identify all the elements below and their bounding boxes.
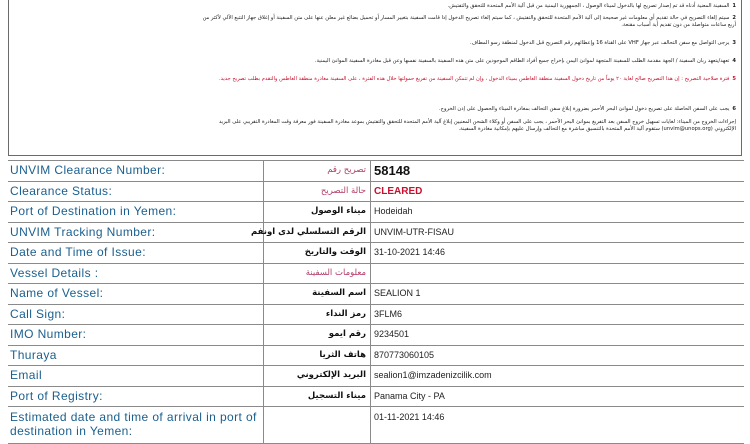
note-number: 5 xyxy=(732,76,736,82)
field-label-en: IMO Number: xyxy=(10,327,87,341)
field-label-ar: اسم السفينة xyxy=(263,284,370,304)
field-label-ar: تصريح رقم xyxy=(263,161,370,181)
table-row xyxy=(8,305,744,326)
field-label-ar: البريد الإلكتروني xyxy=(263,366,370,386)
note-text: فترة صلاحية التصريح : إن هذا التصريح صالح لغاية ٢٠ يوماً من تاريخ دخول السفينة منطقة الغاطس بميناء الدخول ، وإن لم تتمكن السفينة من تفريغ حمولتها خلال هذه الفترة ، على السفينة مغادرة منطقة الغاطس والتقدم بطلب تصريح جديد. xyxy=(218,76,730,82)
field-value: sealion1@imzadenizcilik.com xyxy=(370,366,744,386)
note-line xyxy=(6,126,736,133)
field-label-en: Date and Time of Issue: xyxy=(10,245,146,259)
field-label-ar: معلومات السفينة xyxy=(263,264,370,284)
table-row xyxy=(8,243,744,264)
table-row xyxy=(8,202,744,223)
field-label-en: Thuraya xyxy=(10,347,57,362)
clearance-details-table xyxy=(8,160,744,444)
field-label-ar xyxy=(263,407,370,443)
field-value xyxy=(370,264,744,284)
field-value: SEALION 1 xyxy=(370,284,744,304)
field-label-ar: الرقم التسلسلي لدى اونفم xyxy=(263,223,370,243)
field-value: 31-10-2021 14:46 xyxy=(370,243,744,263)
note-text: أربع ساعات متواصلة من دون تقديم أية أسباب مقنعة. xyxy=(621,22,736,28)
field-label-ar: رقم ايمو xyxy=(263,325,370,345)
table-row xyxy=(8,325,744,346)
field-value: 58148 xyxy=(370,161,744,181)
table-row xyxy=(8,284,744,305)
table-row xyxy=(8,223,744,244)
table-row xyxy=(8,346,744,367)
note-text: الإلكتروني (unvim@unops.org) ستقوم آلية الأمم المتحدة بالتنسيق مباشرة مع التحالف وإرسال عليهم بإمكانية مغادرة السفينة. xyxy=(458,126,736,132)
note-line xyxy=(6,106,736,113)
note-text: يرجى التواصل مع سفن التحالف عبر جهاز VHF على القناة 16 وإعطائهم رقم التصريح قبل الدخول لمنطقة رسو المطاف. xyxy=(470,40,730,46)
table-row xyxy=(8,407,744,444)
note-text: يجب على السفن الحاصلة على تصريح دخول لموانئ البحر الأحمر بضرورة إبلاغ سفن التحالف بمغادرة الميناء والحصول على إذن الخروج. xyxy=(439,106,730,112)
table-row xyxy=(8,387,744,408)
note-text: سيتم إلغاء التصريح في حالة تقديم أي معلومات غير صحيحة إلى آلية الأمم المتحدة للتحقق والتفتيش ، كما سيتم إلغاء تصريح الدخول إذا قامت السفينة بتغيير المسار أو تحميل بضائع غير معلن عنها على متن السفينة أو إغلاق جهاز التتبع الآلي لأكثر من xyxy=(202,15,730,21)
field-value: 870773060105 xyxy=(370,346,744,366)
note-number: 2 xyxy=(732,15,736,21)
field-value: Panama City - PA xyxy=(370,387,744,407)
field-label-ar: رمز النداء xyxy=(263,305,370,325)
note-text: إجراءات الخروج من الميناء: لغايات تسهيل خروج السفن بعد التفريغ بموانئ البحر الأحمر ، يجب على السفن أو وكلاء الشحن المعنيين إبلاغ آلية الأمم المتحدة للتحقق والتفتيش بموعد مغادرة السفينة فور معرفة وقت المغادرة التقريبي على البريد xyxy=(218,119,736,125)
field-label-en: Port of Registry: xyxy=(10,388,103,403)
field-label-en: Port of Destination in Yemen: xyxy=(10,204,177,218)
field-label-ar: هاتف الثريا xyxy=(263,346,370,366)
field-label-ar: الوقت والتاريخ xyxy=(263,243,370,263)
note-text: السفينة المعنية أدناه قد تم إصدار تصريح لها بالدخول لميناء الوصول ، الجمهورية اليمنية من قبل آلية الأمم المتحدة للتحقق والتفتيش. xyxy=(447,3,730,9)
conditions-notes xyxy=(0,0,750,155)
table-row xyxy=(8,182,744,203)
field-label-en: Clearance Status: xyxy=(10,183,113,198)
field-value: 01-11-2021 14:46 xyxy=(370,407,744,443)
note-line xyxy=(6,40,736,47)
note-line xyxy=(6,76,736,83)
field-label-en: Vessel Details : xyxy=(10,265,99,280)
note-line xyxy=(6,58,736,65)
field-label-en: Estimated date and time of arrival in port of destination in Yemen: xyxy=(10,410,257,438)
field-value: CLEARED xyxy=(370,182,744,202)
field-value: Hodeidah xyxy=(370,202,744,222)
note-number: 1 xyxy=(732,3,736,9)
field-value: 9234501 xyxy=(370,325,744,345)
field-label-en: Email xyxy=(10,368,43,382)
field-label-ar: حالة التصريح xyxy=(263,182,370,202)
note-text: تعهد/يتعهد ربان السفينة / الجهة مقدمة الطلب للسفينة المتجهة لموانئ اليمن بإخراج جميع أفراد الطاقم الموجودين على متن هذه السفينة بالسفينة نفسها وعن قبل مغادرة السفينة الموانئ اليمنية. xyxy=(314,58,730,64)
note-number: 3 xyxy=(732,40,736,46)
note-number: 4 xyxy=(732,58,736,64)
field-value: 3FLM6 xyxy=(370,305,744,325)
table-row xyxy=(8,264,744,285)
field-label-en: Name of Vessel: xyxy=(10,286,104,300)
table-row xyxy=(8,366,744,387)
note-number: 6 xyxy=(732,106,736,112)
table-row xyxy=(8,161,744,182)
field-label-en: UNVIM Tracking Number: xyxy=(10,224,156,239)
field-label-ar: ميناء الوصول xyxy=(263,202,370,222)
note-line xyxy=(6,22,736,29)
note-line xyxy=(6,3,736,10)
field-label-ar: ميناء التسجيل xyxy=(263,387,370,407)
field-label-en: UNVIM Clearance Number: xyxy=(10,163,166,177)
field-label-en: Call Sign: xyxy=(10,306,66,321)
field-value: UNVIM-UTR-FISAU xyxy=(370,223,744,243)
